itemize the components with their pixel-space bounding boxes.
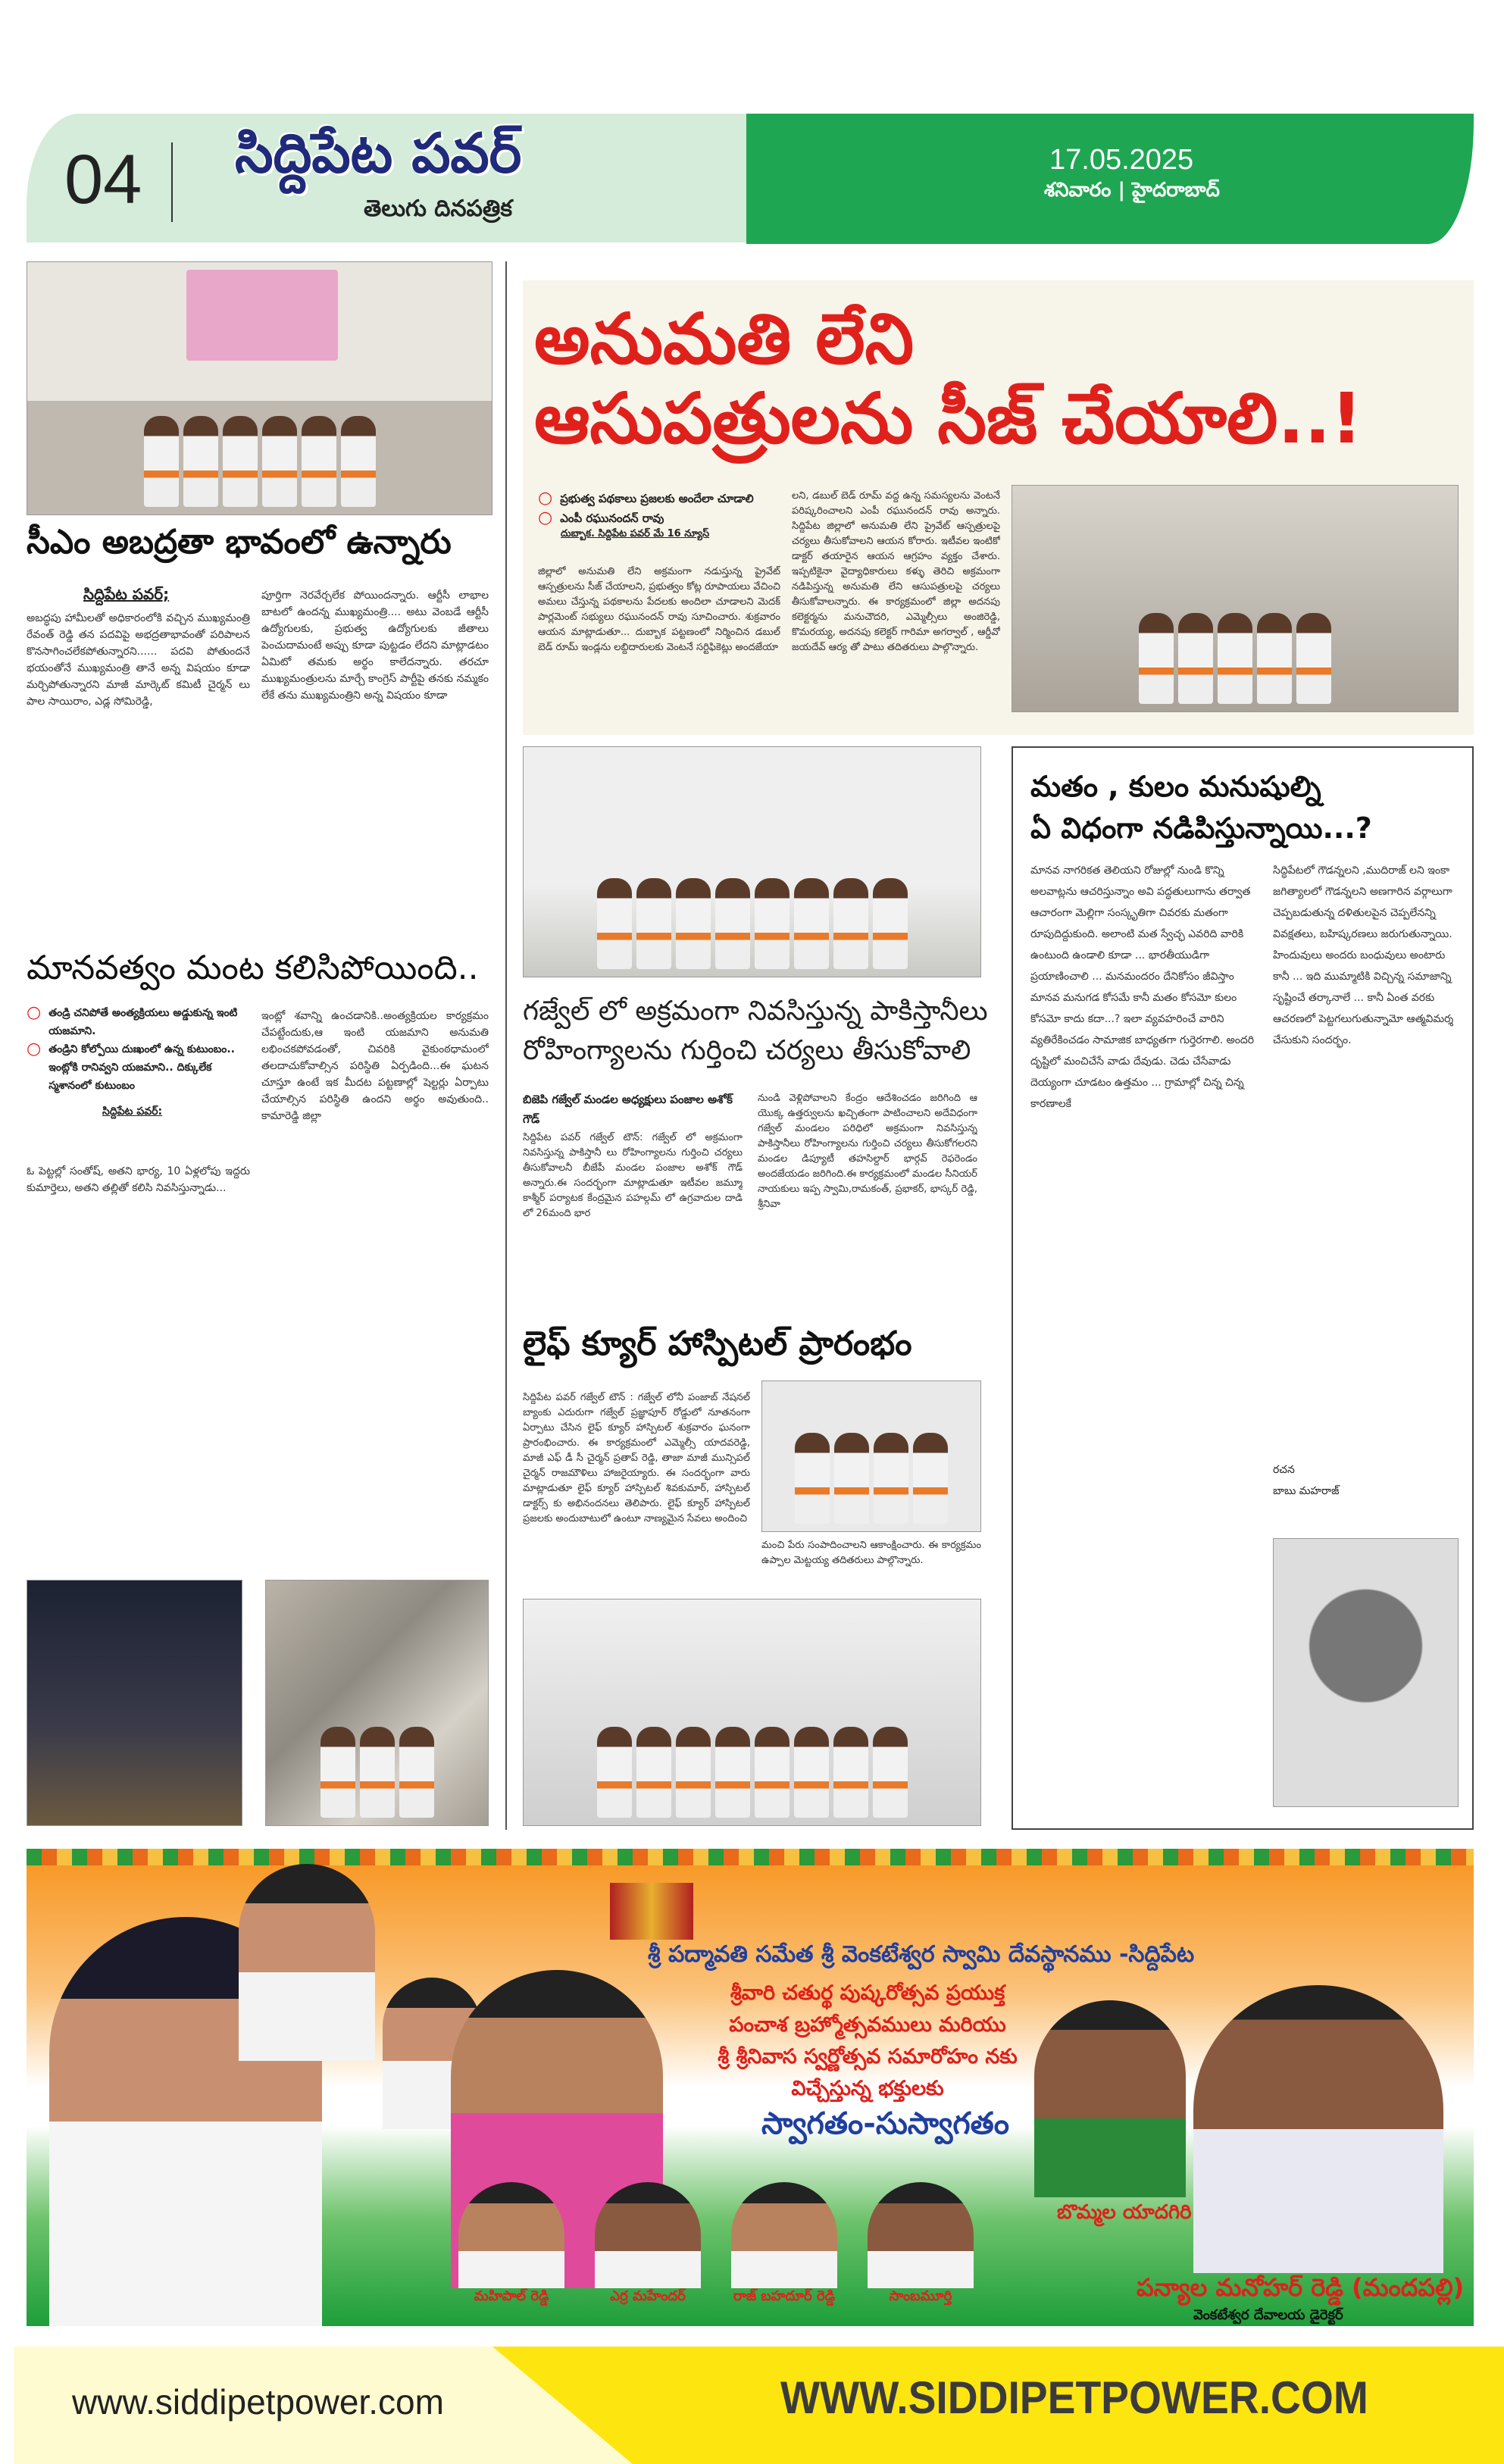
bullet-item: ○ ఎంపీ రఘునందన్ రావు — [538, 508, 664, 527]
author-photo — [1273, 1538, 1459, 1807]
tagline: తెలుగు దినపత్రిక — [364, 195, 512, 222]
event-line: శ్రీ శ్రీనివాస స్వర్ణోత్సవ సమారోహం నకు — [718, 2045, 1018, 2068]
cm-headline: సీఎం అబద్రతా భావంలో ఉన్నారు — [27, 523, 452, 561]
supporter: రాజ్ బహదూర్ రెడ్డి — [731, 2182, 837, 2307]
supporter: మహిపాల్ రెడ్డి — [458, 2182, 564, 2307]
day-city: శనివారం | హైదరాబాద్ — [1044, 179, 1220, 202]
opinion-body-col2: సిద్ధిపేటలో గౌడన్నలని ,ముదిరాజ్ లని ఇంకా జగిత్యాలలో గౌడన్నలని అణగారిన వర్గాలుగా చెప్పబడుతున్న దళితులపైన చెప్పలేనన్ని వివక్షతలు, బహిష్కరణలు జరుగుతున్నాయి. హిందువులు అందరు బంధువులు అంటారు కానీ ... ఇది ముమ్మాటికి విచ్చిన్న సమాజాన్ని సృష్టించే తర్కానాలే ... కానీ ఏంత వరకు ఆచరణలో పెట్టగలుగుతున్నామో ఆత్మవిమర్శ చేసుకుని సందర్భం. — [1273, 865, 1454, 1046]
lifecare-body-col2: మంచి పేరు సంపాదించాలని ఆకాంక్షించారు. ఈ కార్యక్రమం ఉప్పాల మెట్టయ్య తదితరులు పాల్గొన్నారు. — [761, 1540, 981, 1566]
lifecare-group-photo — [523, 1599, 981, 1826]
temple-line: శ్రీ పద్మావతి సమేత శ్రీ వెంకటేశ్వర స్వామి దేవస్థానము -సిద్దిపేట — [648, 1941, 1195, 1968]
supporter: ఎర్ర మహేందర్ — [595, 2182, 701, 2307]
event-line: శ్రీవారి చతుర్థ పుష్కరోత్సవ ప్రయుక్త — [730, 1981, 1005, 2005]
cm-body-col2: పూర్తిగా నెరవేర్చలేక పోయిందన్నారు. ఆర్టీసీ లాభాల బాటలో ఉందన్న ముఖ్యమంత్రి.... అటు వెంబడే ఆర్టీసీ ఉద్యోగులకు, ప్రభుత్వ ఉద్యోగులకు జీతాలు పెంచుదామంటే అప్పు కూడా పుట్టడం లేదని మాట్లాడటం ఏమిటో తమకు అర్థం కాలేదన్నారు. తరచూ ముఖ్యమంత్రులను మార్చే కాంగ్రెస్ పార్టీపై తనకు నమ్మకం లేకే తను ముఖ్యమంత్రిని అన్న విషయం కూడా — [261, 589, 489, 702]
divider — [171, 142, 173, 222]
main-name: పన్యాల మనోహర్ రెడ్డి (మందపల్లి) — [1137, 2273, 1465, 2302]
event-line: పంచాశ బ్రహ్మోత్సవములు మరియు — [729, 2013, 1006, 2037]
bullet-item: ○ ప్రభుత్వ పథకాలు ప్రజలకు అందేలా చూడాలి — [538, 489, 754, 508]
website-link-large[interactable]: WWW.SIDDIPETPOWER.COM — [780, 2372, 1368, 2423]
author-label: రచన — [1273, 1464, 1295, 1476]
gajwel-headline-2: రోహింగ్యాలను గుర్తించి చర్యలు తీసుకోవాలి — [523, 1035, 971, 1066]
cm-byline: సిద్దిపేట పవర్; — [83, 585, 170, 603]
cm-body-col1: అబద్ధపు హామీలతో అధికారంలోకి వచ్చిన ముఖ్యమంత్రి రేవంత్ రెడ్డి తన పదవిపై అభద్రతాభావంతో పరిపాలన కొనసాగించలేకపోతున్నారని...... పదవి పోతుందనే భయంతోనే ముఖ్యమంత్రి తానే అన్న విషయం కూడా మర్చిపోతున్నారని మాజీ మార్కెట్ కమిటీ చైర్మన్ లు పాల సాయిరాం, ఎడ్ల సోమిరెడ్డి, — [27, 612, 250, 708]
main-title: వెంకటేశ్వర దేవాలయ డైరెక్టర్ — [1193, 2307, 1343, 2323]
event-lines — [678, 1978, 1057, 2105]
lead-photo — [1012, 485, 1459, 712]
date: 17.05.2025 — [1049, 144, 1194, 176]
lead-headline-1: అనుమతి లేని — [534, 299, 915, 380]
opinion-headline-1: మతం , కులం మనుషుల్ని — [1030, 770, 1321, 803]
family-photo — [265, 1580, 489, 1826]
night-photo — [27, 1580, 242, 1826]
leader-portrait — [239, 1864, 375, 2061]
humanity-body-col2: ఇంట్లో శవాన్ని ఉంచడానికి..అంత్యక్రియల కార్యక్రమం చేపట్టేందుకు,ఆ ఇంటి యజమాని అనుమతి లభించకపోవడంతో, చివరికి వైకుంఠధామంలో తలదాచుకోవాల్సిన పరిస్థితి ఏర్పడింది...ఈ ఘటన చూస్తూ ఉంటే ఇక మీదట పట్టణాల్లో షెల్టర్లు ఏర్పాటు చేయాల్సిన పరిస్థితి ఉందని అర్థం అవుతుంది.. కామారెడ్డి జిల్లా — [261, 1010, 489, 1122]
lifecare-photo — [761, 1381, 981, 1532]
welcome-text: స్వాగతం-సుస్వాగతం — [761, 2106, 1010, 2141]
opinion-body-col1: మానవ నాగరికత తెలియని రోజుల్లో నుండి కొన్ని అలవాట్లను ఆచరిస్తున్నాం అవి పద్ధతులుగాను తర్వాత ఆచారంగా మెల్లిగా సంస్కృతిగా చివరకు మతంగా రూపుదిద్దుకుంది. అలాంటి మత స్వేచ్ఛ ఎవరిది వారికి ఉంటుంది ఉండాలి కూడా ... భారతీయుడిగా ప్రయాణించాలి ... మనమందరం దేనికోసం జీవిస్తాం మానవ మనుగడ కోసమే కానీ మతం కోసమో కులం కోసమో కాదు కదా...? ఇలా వ్యవహరించే వారిని వ్యతిరేకించడం సామాజిక బాధ్యతగా గుర్తెరగాలి. అందరి దృష్టిలో మంచిచేసే వాడు దేవుడు. చెడు చేసేవాడు దెయ్యంగా చూడటం ఉత్తమం ... గ్రామాల్లో చిన్న చిన్న కారణాలకే — [1030, 865, 1255, 1110]
yadagiri-name: బొమ్మల యాదగిరి — [1057, 2201, 1192, 2224]
main-portrait — [1193, 1985, 1443, 2273]
author-name: బాబు మహరాజ్ — [1273, 1485, 1340, 1497]
event-line: విచ్చేస్తున్న భక్తులకు — [791, 2077, 944, 2100]
lead-body-col2: లని, డబుల్ బెడ్ రూమ్ వద్ద ఉన్న సమస్యలను వెంటనే పరిష్కరించాలని ఎంపీ రఘునందన్ రావు అన్నారు. సిద్దిపేట జిల్లాలో అనుమతి లేని ప్రైవేట్ ఆస్పత్రులపై చర్యలు తీసుకోవాలని ఆయన కోరారు. ఇటీవల ఇంటికో డాక్టర్ తయారైన ఆయన ఆగ్రహం వ్యక్తం చేశారు. ఇప్పటికైనా వైద్యాధికారులు కళ్ళు తెరిచి అక్రమంగా నడిపిస్తున్న అనుమతి లేని ఆసుపత్రులపై చర్యలు తీసుకోవాలన్నారు. ఈ కార్యక్రమంలో జిల్లా అదనపు కలెక్టర్మను మనుచౌదరి, ఎమ్మెల్సీలు అంజిరెడ్డి, కొమరయ్య, అదనపు కలెక్టర్ గారిమా అగర్వాల్ , ఆర్డీవో జయదేవ్ ఆర్య తో పాటు తదితరులు పాల్గొన్నారు. — [792, 490, 1000, 653]
lead-dateline: దుబ్బాక. సిద్దిపేట పవర్ మే 16 న్యూస్ — [561, 528, 710, 539]
supporters — [458, 2182, 974, 2307]
press-meet-photo — [27, 261, 492, 515]
supporter: సాంబమూర్తి — [868, 2182, 974, 2307]
gajwel-subhead: బిజెపి గజ్వేల్ మండల అధ్యక్షులు పంజాల అశోక్ గౌడ్ — [523, 1093, 733, 1126]
humanity-bullets — [27, 1004, 254, 1120]
column-divider — [505, 261, 507, 1830]
gajwel-photo — [523, 746, 981, 977]
humanity-body-col1: ఓ పెట్టల్లో సంతోష్, అతని భార్య, 10 ఏళ్లలోపు ఇద్దరు కుమార్తెలు, అతని తల్లితో కలిసి నివసిస్తున్నాడు... — [27, 1165, 250, 1194]
garland-decoration — [27, 1849, 1474, 1865]
gajwel-body-col2: నుండి వెళ్లిపోవాలని కేంద్రం ఆదేశించడం జరిగింది ఆ యొక్క ఉత్తర్వులను ఖచ్చితంగా పాటించాలని అదేవిధంగా గజ్వేల్ మండలం పరిధిలో అక్రమంగా నివసిస్తున్న పాకిస్తానీలు రోహింగ్యాలను గుర్తించి చర్యలు తీసుకోగలరని మండల డిప్యూటీ తహసిల్దార్ భార్గవ్ రెఫరెండం అందజేయడం జరిగింది.ఈ కార్యక్రమంలో మండల సీనియర్ నాయకులు ఇప్ప స్వామి,రామకంత్, ప్రభాకర్, భాస్కర్ రెడ్డి, శ్రీనివా — [758, 1093, 977, 1210]
masthead-logo: సిద్దిపేట పవర్ — [235, 121, 522, 185]
lifecare-headline: లైఫ్ క్యూర్ హాస్పిటల్ ప్రారంభం — [523, 1324, 912, 1363]
lifecare-body-col1: సిద్దిపేట పవర్ గజ్వేల్ టౌన్ : గజ్వేల్ లోనీ పంజాబ్ నేషనల్ బ్యాంకు ఎదురుగా గజ్వేల్ ప్రజ్ఞాపూర్ రోడ్డులో నూతనంగా ఏర్పాటు చేసిన లైఫ్ క్యూర్ హాస్పిటల్ శుక్రవారం ఘనంగా ప్రారంభించారు. ఈ కార్యక్రమంలో ఎమ్మెల్సీ యాదవరెడ్డి, మాజీ ఎఫ్ డీ సీ చైర్మన్ ప్రతాప్ రెడ్డి, తాజా మాజీ మున్సిపల్ చైర్మన్ రాజమౌళిలు హాజరైయ్యారు. ఈ సందర్భంగా వారు మాట్లాడుతూ లైఫ్ క్యూర్ హాస్పిటల్ శివకుమార్, హాస్పిటల్ డాక్టర్స్ కు అభినందనలు తెలిపారు. లైఫ్ క్యూర్ హాస్పిటల్ ప్రజలకు అందుబాటులో ఉంటూ నాణ్యమైన సేవలు అందించి — [523, 1392, 750, 1524]
temple-deities-image — [610, 1883, 693, 1940]
lead-body-col1: జిల్లాలో అనుమతి లేని అక్రమంగా నడుస్తున్న ప్రైవేట్ ఆస్పత్రులను సీజ్ చేయాలని, ప్రభుత్వం కోట్ల రూపాయలు వేచించి అమలు చేస్తున్న పథకాలను పేదలకు అందిలా చూడాలని మెదక్ పార్లమెంట్ సభ్యులు రఘునందన్ రావు సూచించారు. శుక్రవారం ఆయన మాట్లాడుతూ... దుబ్బాక పట్టణంలో నిర్మించిన డబుల్ బెడ్ రూమ్ ఇండ్లను లబ్దిదారులకు వెంటనే సర్టిఫికెట్లు అందజేయా — [538, 566, 780, 653]
lead-headline-2: ఆసుపత్రులను సీజ్ చేయాలి..! — [534, 378, 1363, 459]
lead-bullets — [538, 489, 788, 542]
opinion-headline-2: ఏ విధంగా నడిపిస్తున్నాయి...? — [1030, 811, 1372, 845]
gajwel-headline-1: గజ్వేల్ లో అక్రమంగా నివసిస్తున్న పాకిస్తానీలు — [523, 996, 988, 1027]
humanity-headline: మానవత్వం మంట కలిసిపోయింది.. — [27, 949, 479, 987]
website-link[interactable]: www.siddipetpower.com — [72, 2382, 444, 2422]
advertisement-banner — [27, 1849, 1474, 2326]
humanity-byline: సిద్దిపేట పవర్: — [102, 1105, 163, 1118]
leader-portrait — [1034, 2000, 1186, 2197]
page-number: 04 — [64, 141, 142, 218]
bullet-item: ○ తండ్రి చనిపోతే అంత్యక్రియలు అడ్డుకున్న ఇంటి యజమాని. — [27, 1003, 238, 1037]
bullet-item: ○ తండ్రిని కోల్పోయి దుఃఖంలో ఉన్న కుటుంబం.. ఇంట్లోకి రానివ్వని యజమాని.. దిక్కులేక స్మశానంలో కుటుంబం — [27, 1040, 236, 1092]
gajwel-body-col1: సిద్దిపేట పవర్ గజ్వేల్ టౌన్: గజ్వేల్ లో అక్రమంగా నివసిస్తున్న పాకిస్తానీ లు రోహింగ్యాలను గుర్తించి చర్యలు తీసుకోవాలనీ బీజేపీ మండల పంజాల అశోక్ గౌడ్ అన్నారు.ఈ సందర్భంగా మాట్లాడుతూ ఇటీవల జమ్మూ కాశ్మీర్ పర్యాటక కేంద్రమైన పహల్గమ్ లో ఉగ్రవాదుల దాడి లో 26మంది భార — [523, 1132, 743, 1219]
